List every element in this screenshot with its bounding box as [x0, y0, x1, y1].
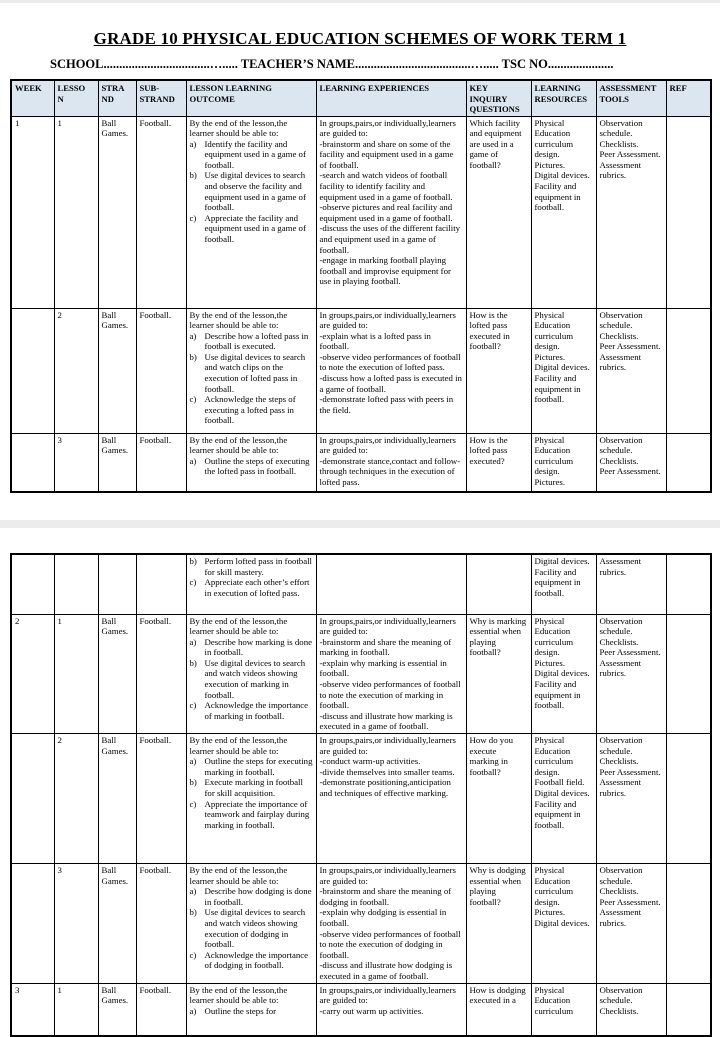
week-cell: 1: [11, 116, 54, 308]
lesson-cell: 1: [54, 983, 98, 1036]
table-row: [11, 433, 711, 492]
ref-cell: [666, 864, 711, 984]
outcome-item-letter: c): [189, 394, 197, 405]
header-learning-resources: LEARNING RESOURCES: [531, 80, 596, 116]
assessment-cell: [596, 308, 666, 433]
outcome-cell: [186, 983, 316, 1036]
outcome-intro: By the end of the lesson,the learner should be able to:: [189, 615, 288, 637]
outcome-item-letter: a): [189, 886, 197, 897]
assessment-line: Checklists.: [599, 138, 639, 149]
key-inquiry-cell: How do you execute marking in football?: [466, 734, 531, 864]
resources-cell: [531, 614, 596, 734]
outcome-item: [190, 456, 313, 477]
school-teacher-tsc-line: SCHOOL..................................…..... TEACHER’S NAME.....................................…..... TSC NO.....................: [50, 57, 614, 71]
outcome-cell: [186, 864, 316, 984]
key-inquiry-cell: Why is dodging essential when playing football?: [466, 864, 531, 984]
experience-line: -discuss how a lofted pass is executed in a game of football.: [319, 373, 462, 394]
ref-cell: [666, 734, 711, 864]
assessment-line: Observation schedule.: [599, 117, 643, 139]
experience-line: -engage in marking football playing football and improvise equipment for use in playing football.: [319, 255, 451, 287]
outcome-item-text: Perform lofted pass in football for skill mastery.: [204, 556, 312, 577]
resource-line: Digital devices.: [534, 362, 590, 373]
document-page: [0, 29, 720, 1037]
experience-line: In groups,pairs,or individually,learners are guided to:: [319, 735, 456, 756]
ref-cell: [666, 116, 711, 308]
assessment-cell: [596, 734, 666, 864]
outcome-item: [190, 756, 313, 777]
outcome-item-text: Use digital devices to search and observe the facility and equipment used in a game of football.: [204, 170, 306, 213]
outcome-item-text: Outline the steps for executing marking in football.: [204, 756, 313, 777]
experience-line: -carry out warm up activities.: [319, 1005, 424, 1016]
experience-line: -demonstrate positioning,anticipation and techniques of effective marking.: [319, 777, 451, 798]
resource-line: Pictures.: [534, 159, 566, 170]
strand-cell: Ball Games.: [98, 308, 136, 433]
experiences-cell: [316, 116, 466, 308]
outcome-cell: [186, 116, 316, 308]
outcome-item: [190, 777, 313, 798]
outcome-item-letter: b): [189, 351, 197, 362]
outcome-item-letter: c): [189, 212, 197, 223]
experience-line: -observe video performances of football to note the execution of marking in football.: [319, 679, 461, 711]
ref-cell: [666, 554, 711, 614]
assessment-line: Observation schedule.: [599, 309, 643, 331]
outcome-item: [190, 170, 313, 212]
table-row: [11, 614, 711, 734]
header-key-inquiry-questions: KEY INQUIRY QUESTIONS: [466, 80, 531, 116]
outcome-item-text: Appreciate each other’s effort in execution of lofted pass.: [204, 577, 310, 598]
experience-line: -explain why marking is essential in football.: [319, 657, 447, 679]
experience-line: -observe pictures and real facility and equipment used in a game of football.: [319, 202, 453, 223]
header-week: WEEK: [11, 80, 54, 116]
outcome-item: [190, 394, 313, 426]
resource-line: Physical Education curriculum design.: [534, 117, 574, 160]
experiences-cell: [316, 983, 466, 1036]
strand-cell: Ball Games.: [98, 734, 136, 864]
outcome-intro: By the end of the lesson,the learner should be able to:: [189, 865, 288, 886]
substrand-cell: Football.: [136, 734, 186, 864]
resource-line: Physical Education curriculum design.: [534, 615, 574, 658]
experiences-cell: [316, 433, 466, 492]
outcome-item: [190, 886, 313, 907]
experience-line: In groups,pairs,or individually,learners are guided to:: [319, 309, 456, 331]
lesson-cell: 3: [54, 864, 98, 984]
substrand-cell: Football.: [136, 864, 186, 984]
assessment-cell: [596, 554, 666, 614]
assessment-line: Assessment rubrics.: [599, 351, 642, 373]
assessment-line: Peer Assessment.: [599, 896, 661, 907]
experience-line: -demonstrate stance,contact and follow-through techniques in the execution of lofted pass.: [319, 455, 461, 487]
schemes-table-page-2: [10, 553, 712, 1037]
outcome-intro: By the end of the lesson,the learner should be able to:: [189, 735, 288, 756]
lesson-cell: 2: [54, 734, 98, 864]
assessment-cell: [596, 864, 666, 984]
outcome-item-letter: b): [189, 170, 197, 181]
table-row: [11, 864, 711, 984]
assessment-line: Peer Assessment.: [599, 647, 661, 658]
resources-cell: [531, 116, 596, 308]
assessment-line: Checklists.: [599, 1005, 639, 1016]
outcome-item-letter: a): [189, 636, 197, 647]
header-lesson-learning-outcome: LESSON LEARNING OUTCOME: [186, 80, 316, 116]
assessment-line: Assessment rubrics.: [599, 777, 642, 798]
assessment-cell: [596, 983, 666, 1036]
outcome-item-text: Acknowledge the steps of executing a lofted pass in football.: [204, 394, 296, 426]
strand-cell: Ball Games.: [98, 983, 136, 1036]
assessment-line: Peer Assessment.: [599, 466, 661, 477]
outcome-item-letter: c): [189, 798, 197, 809]
experiences-cell: [316, 308, 466, 433]
assessment-line: Checklists.: [599, 455, 639, 466]
experience-line: In groups,pairs,or individually,learners are guided to:: [319, 984, 456, 1006]
outcome-cell: [186, 308, 316, 433]
lesson-cell: 3: [54, 433, 98, 492]
header-lesson: LESSON: [54, 80, 98, 116]
substrand-cell: [136, 554, 186, 614]
resource-line: Football field.: [534, 777, 585, 788]
week-cell: [11, 308, 54, 433]
experience-line: -observe video performances of football to note the execution of dodging in football.: [319, 928, 461, 960]
outcome-item: [190, 799, 313, 831]
ref-cell: [666, 614, 711, 734]
resource-line: Digital devices.: [534, 918, 590, 928]
resource-line: Facility and equipment in football.: [534, 566, 581, 598]
outcome-item: [190, 577, 313, 598]
header-strand: STRAND: [98, 80, 136, 116]
week-cell: [11, 554, 54, 614]
outcome-cell: [186, 433, 316, 492]
outcome-item-text: Use digital devices to search and watch videos showing execution of dodging in football.: [204, 907, 306, 950]
experience-line: -discuss the uses of the different facility and equipment used in a game of football.: [319, 223, 461, 255]
resource-line: Facility and equipment in football.: [534, 181, 581, 213]
lesson-cell: 1: [54, 116, 98, 308]
resource-line: Facility and equipment in football.: [534, 679, 581, 711]
assessment-line: Peer Assessment.: [599, 149, 661, 160]
resource-line: Pictures.: [534, 907, 566, 918]
week-cell: [11, 864, 54, 984]
outcome-item-letter: b): [189, 907, 197, 918]
experiences-cell: [316, 734, 466, 864]
outcome-cell: [186, 554, 316, 614]
table-row: [11, 983, 711, 1036]
outcome-intro: By the end of the lesson,the learner should be able to:: [189, 434, 288, 456]
resources-cell: [531, 308, 596, 433]
key-inquiry-cell: [466, 554, 531, 614]
assessment-cell: [596, 433, 666, 492]
resource-line: Facility and equipment in football.: [534, 798, 581, 830]
resource-line: Physical Education curriculum: [534, 984, 574, 1016]
table-row: [11, 116, 711, 308]
assessment-line: Peer Assessment.: [599, 341, 661, 352]
table-header: [11, 80, 711, 116]
resource-line: Facility and equipment in football.: [534, 373, 581, 405]
document-title: GRADE 10 PHYSICAL EDUCATION SCHEMES OF WORK TERM 1: [93, 29, 627, 48]
schemes-table-page-1: [10, 79, 712, 493]
outcome-intro: By the end of the lesson,the learner should be able to:: [189, 117, 288, 139]
resource-line: Digital devices.: [534, 668, 590, 679]
assessment-line: Observation schedule.: [599, 615, 643, 637]
outcome-item-letter: a): [189, 330, 197, 341]
substrand-cell: Football.: [136, 983, 186, 1036]
outcome-item-letter: b): [189, 777, 197, 788]
strand-cell: Ball Games.: [98, 614, 136, 734]
resource-line: Digital devices.: [534, 170, 590, 181]
resource-line: Physical Education curriculum design.: [534, 735, 574, 777]
page-top-edge: [0, 0, 720, 3]
assessment-line: Assessment rubrics.: [599, 907, 642, 928]
resources-cell: [531, 433, 596, 492]
header-assessment-tools: ASSESSMENT TOOLS: [596, 80, 666, 116]
assessment-line: Observation schedule.: [599, 434, 643, 456]
outcome-item-text: Appreciate the facility and equipment used in a game of football.: [204, 212, 306, 245]
outcome-item-letter: a): [189, 756, 197, 767]
table-header-row: [11, 80, 711, 116]
experience-line: -demonstrate lofted pass with peers in the field.: [319, 394, 454, 415]
experience-line: -explain why dodging is essential in football.: [319, 907, 447, 928]
experiences-cell: [316, 614, 466, 734]
assessment-line: Checklists.: [599, 330, 639, 341]
outcome-item-letter: c): [189, 577, 197, 588]
page-separator: [0, 520, 720, 528]
outcome-item-letter: b): [189, 556, 197, 566]
table-body-page-2: [11, 554, 711, 1036]
table-row: [11, 554, 711, 614]
outcome-cell: [186, 734, 316, 864]
resource-line: Physical Education curriculum design.: [534, 309, 574, 352]
outcome-item-text: Appreciate the importance of teamwork and fairplay during marking in football.: [204, 798, 310, 830]
outcome-item-text: Use digital devices to search and watch videos showing execution of marking in football.: [204, 657, 306, 700]
ref-cell: [666, 983, 711, 1036]
substrand-cell: Football.: [136, 614, 186, 734]
week-cell: [11, 734, 54, 864]
experience-line: In groups,pairs,or individually,learners are guided to:: [319, 117, 456, 139]
outcome-item-text: Identify the facility and equipment used in a game of football.: [204, 138, 306, 170]
key-inquiry-cell: Which facility and equipment are used in a game of football?: [466, 116, 531, 308]
experience-line: In groups,pairs,or individually,learners are guided to:: [319, 434, 456, 456]
resources-cell: [531, 864, 596, 984]
header-learning-experiences: LEARNING EXPERIENCES: [316, 80, 466, 116]
table-row: [11, 734, 711, 864]
outcome-item-letter: c): [189, 949, 197, 960]
resources-cell: [531, 983, 596, 1036]
assessment-line: Checklists.: [599, 636, 639, 647]
experience-line: -search and watch videos of football facility to identify facility and equipment used in a game of football.: [319, 170, 453, 202]
substrand-cell: Football.: [136, 433, 186, 492]
substrand-cell: Football.: [136, 308, 186, 433]
outcome-item: [190, 352, 313, 394]
outcome-item: [190, 907, 313, 949]
header-sub-strand: SUB-STRAND: [136, 80, 186, 116]
ref-cell: [666, 308, 711, 433]
outcome-item: [190, 950, 313, 971]
outcome-item: [190, 658, 313, 700]
outcome-item: [190, 700, 313, 721]
outcome-item-text: Execute marking in football for skill acquisition.: [204, 777, 303, 798]
header-ref: REF: [666, 80, 711, 116]
experience-line: -brainstorm and share the meaning of marking in football.: [319, 636, 452, 658]
week-cell: [11, 433, 54, 492]
strand-cell: [98, 554, 136, 614]
outcome-item-text: Describe how a lofted pass in football is executed.: [204, 330, 309, 352]
assessment-line: Observation schedule.: [599, 865, 643, 886]
experience-line: In groups,pairs,or individually,learners are guided to:: [319, 865, 456, 886]
experience-line: -conduct warm-up activities.: [319, 756, 421, 767]
outcome-item-letter: c): [189, 700, 197, 711]
assessment-cell: [596, 116, 666, 308]
outcome-item-text: Outline the steps of executing the lofted pass in football.: [204, 455, 310, 477]
key-inquiry-cell: Why is marking essential when playing football?: [466, 614, 531, 734]
outcome-item-text: Outline the steps for: [204, 1005, 277, 1016]
outcome-item: [190, 556, 313, 577]
resource-line: Digital devices.: [534, 556, 590, 566]
outcome-item: [190, 637, 313, 658]
resource-line: Pictures.: [534, 351, 566, 362]
outcome-item-text: Acknowledge the importance of marking in football.: [204, 700, 309, 721]
experience-line: -observe video performances of football to note the execution of lofted pass.: [319, 351, 461, 373]
outcome-item-text: Describe how marking is done in football.: [204, 636, 312, 658]
outcome-item-text: Acknowledge the importance of dodging in football.: [204, 949, 309, 971]
resources-cell: [531, 734, 596, 864]
table-body-page-1: [11, 116, 711, 492]
outcome-item-letter: a): [189, 1005, 197, 1016]
outcome-item: [190, 1006, 313, 1017]
key-inquiry-cell: How is the lofted pass executed?: [466, 433, 531, 492]
assessment-line: Checklists.: [599, 756, 639, 767]
outcome-item: [190, 331, 313, 352]
key-inquiry-cell: How is dodging executed in a: [466, 983, 531, 1036]
assessment-line: Observation schedule.: [599, 984, 643, 1006]
experience-line: In groups,pairs,or individually,learners are guided to:: [319, 615, 456, 637]
resource-line: Pictures.: [534, 476, 566, 487]
lesson-cell: 1: [54, 614, 98, 734]
outcome-item-letter: a): [189, 455, 197, 466]
strand-cell: Ball Games.: [98, 433, 136, 492]
outcome-item-letter: b): [189, 657, 197, 668]
resource-line: Digital devices.: [534, 788, 590, 798]
experience-line: -brainstorm and share on some of the facility and equipment used in a game of football.: [319, 138, 454, 170]
experience-line: -discuss and illustrate how marking is executed in a game of football.: [319, 710, 453, 732]
outcome-item-text: Describe how dodging is done in football.: [204, 886, 312, 907]
lesson-cell: [54, 554, 98, 614]
assessment-line: Observation schedule.: [599, 735, 643, 756]
table-row: [11, 308, 711, 433]
assessment-cell: [596, 614, 666, 734]
outcome-item-text: Use digital devices to search and watch clips on the execution of lofted pass in football.: [204, 351, 306, 394]
ref-cell: [666, 433, 711, 492]
assessment-line: Peer Assessment.: [599, 766, 661, 777]
assessment-line: Assessment rubrics.: [599, 556, 642, 577]
outcome-cell: [186, 614, 316, 734]
strand-cell: Ball Games.: [98, 116, 136, 308]
assessment-line: Checklists.: [599, 886, 639, 897]
outcome-intro: By the end of the lesson,the learner should be able to:: [189, 984, 288, 1006]
resource-line: Physical Education curriculum design.: [534, 865, 574, 907]
week-cell: 3: [11, 983, 54, 1036]
experiences-cell: [316, 554, 466, 614]
resources-cell: [531, 554, 596, 614]
lesson-cell: 2: [54, 308, 98, 433]
resource-line: Pictures.: [534, 657, 566, 668]
assessment-line: Assessment rubrics.: [599, 657, 642, 679]
substrand-cell: Football.: [136, 116, 186, 308]
outcome-intro: By the end of the lesson,the learner should be able to:: [189, 309, 288, 331]
experience-line: -divide themselves into smaller teams.: [319, 766, 455, 777]
resource-line: Physical Education curriculum design.: [534, 434, 574, 477]
strand-cell: Ball Games.: [98, 864, 136, 984]
experience-line: -explain what is a lofted pass in football.: [319, 330, 431, 352]
key-inquiry-cell: How is the lofted pass executed in football?: [466, 308, 531, 433]
outcome-item: [190, 213, 313, 245]
week-cell: 2: [11, 614, 54, 734]
outcome-item: [190, 139, 313, 171]
assessment-line: Assessment rubrics.: [599, 159, 642, 181]
outcome-item-letter: a): [189, 138, 197, 149]
experience-line: -brainstorm and share the meaning of dodging in football.: [319, 886, 452, 907]
experience-line: -discuss and illustrate how dodging is executed in a game of football.: [319, 960, 453, 981]
experiences-cell: [316, 864, 466, 984]
